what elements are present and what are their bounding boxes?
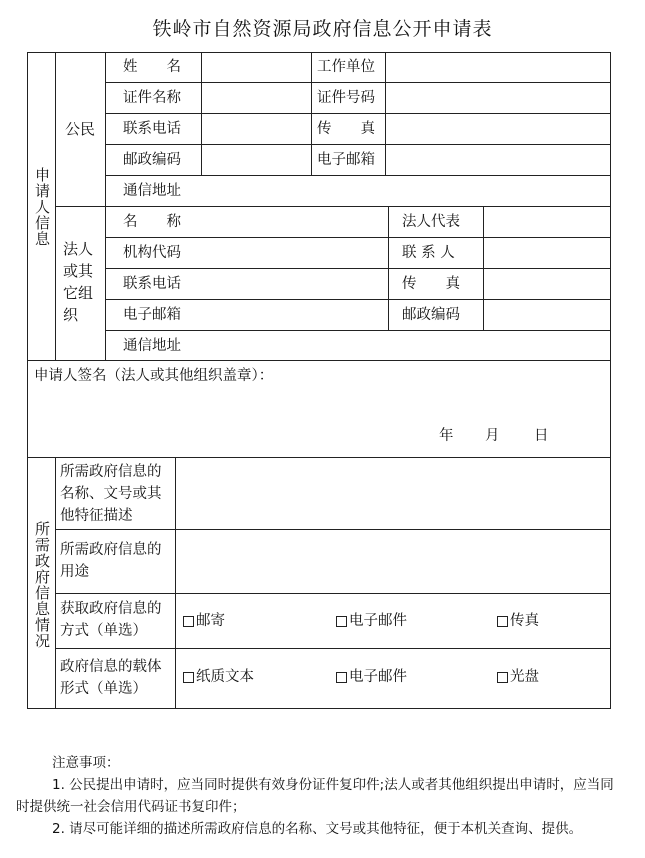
- org-address-label: 通信地址: [123, 338, 181, 354]
- checkbox-icon: [497, 616, 508, 627]
- notes-item-1: 1. 公民提出申请时，应当同时提供有效身份证件复印件;法人或者其他组织提出申请时，应当同时提供统一社会信用代码证书复印件；: [16, 777, 614, 815]
- applicant-section-label: 申请人信息: [33, 167, 51, 247]
- checkbox-icon: [183, 616, 194, 627]
- citizen-group-label: 公民: [65, 120, 96, 138]
- carrier-option-paper[interactable]: 纸质文本: [183, 670, 254, 685]
- description-label: 所需政府信息的名称、文号或其他特征描述: [60, 464, 162, 524]
- carrier-label: 政府信息的载体形式（单选）: [60, 659, 162, 697]
- citizen-fax-label: 传 真: [317, 121, 375, 137]
- citizen-id-number-field[interactable]: [386, 83, 609, 113]
- purpose-field[interactable]: [176, 530, 609, 593]
- citizen-id-number-label: 证件号码: [317, 90, 375, 106]
- info-section-label: 所需政府信息情况: [33, 521, 51, 649]
- citizen-name-field[interactable]: [202, 53, 310, 82]
- citizen-phone-field[interactable]: [202, 114, 310, 144]
- org-name-label: 名 称: [123, 214, 181, 230]
- notes-item-2: 2. 请尽可能详细的描述所需政府信息的名称、文号或其他特征，便于本机关查询、提供。: [52, 821, 583, 837]
- org-contact-field[interactable]: [484, 238, 609, 268]
- org-email-label: 电子邮箱: [123, 307, 181, 323]
- org-legal-rep-label: 法人代表: [402, 214, 460, 230]
- org-address-field[interactable]: [202, 331, 609, 360]
- method-option-mail[interactable]: 邮寄: [183, 614, 225, 629]
- description-field[interactable]: [176, 458, 609, 529]
- citizen-address-label: 通信地址: [123, 183, 181, 199]
- date-month-label: 月: [485, 428, 500, 444]
- org-postcode-field[interactable]: [484, 300, 609, 330]
- org-name-field[interactable]: [202, 207, 387, 237]
- citizen-address-field[interactable]: [202, 176, 609, 206]
- citizen-fax-field[interactable]: [386, 114, 609, 144]
- org-email-field[interactable]: [202, 300, 387, 330]
- org-legal-rep-field[interactable]: [484, 207, 609, 237]
- org-phone-label: 联系电话: [123, 276, 181, 292]
- method-option-email[interactable]: 电子邮件: [336, 614, 407, 629]
- date-year-label: 年: [439, 428, 454, 444]
- application-table: [27, 52, 611, 709]
- org-fax-label: 传 真: [402, 276, 460, 292]
- form-title: 铁岭市自然资源局政府信息公开申请表: [152, 18, 493, 40]
- signature-label: 申请人签名（法人或其他组织盖章）：: [34, 368, 274, 384]
- notes-section: [16, 752, 616, 840]
- checkbox-icon: [497, 672, 508, 683]
- citizen-email-label: 电子邮箱: [317, 152, 375, 168]
- carrier-option-email[interactable]: 电子邮件: [336, 670, 407, 685]
- citizen-phone-label: 联系电话: [123, 121, 181, 137]
- citizen-id-type-label: 证件名称: [123, 90, 181, 106]
- date-day-label: 日: [534, 428, 549, 444]
- org-fax-field[interactable]: [484, 269, 609, 299]
- org-contact-label: 联 系 人: [402, 245, 455, 261]
- method-label: 获取政府信息的方式（单选）: [60, 601, 162, 639]
- citizen-work-unit-field[interactable]: [386, 53, 609, 82]
- citizen-postcode-label: 邮政编码: [123, 152, 181, 168]
- citizen-name-label: 姓 名: [123, 59, 181, 75]
- org-code-label: 机构代码: [123, 245, 181, 261]
- carrier-option-disc[interactable]: 光盘: [497, 670, 539, 685]
- signature-area[interactable]: [28, 387, 610, 455]
- checkbox-icon: [336, 672, 347, 683]
- organization-group-label: 法人或其它组织: [63, 240, 94, 324]
- notes-heading: 注意事项：: [52, 755, 120, 771]
- org-code-field[interactable]: [202, 238, 387, 268]
- citizen-email-field[interactable]: [386, 145, 609, 175]
- purpose-label: 所需政府信息的用途: [60, 542, 162, 580]
- citizen-work-unit-label: 工作单位: [317, 59, 375, 75]
- checkbox-icon: [183, 672, 194, 683]
- citizen-postcode-field[interactable]: [202, 145, 310, 175]
- checkbox-icon: [336, 616, 347, 627]
- method-option-fax[interactable]: 传真: [497, 614, 539, 629]
- citizen-id-type-field[interactable]: [202, 83, 310, 113]
- org-phone-field[interactable]: [202, 269, 387, 299]
- org-postcode-label: 邮政编码: [402, 307, 460, 323]
